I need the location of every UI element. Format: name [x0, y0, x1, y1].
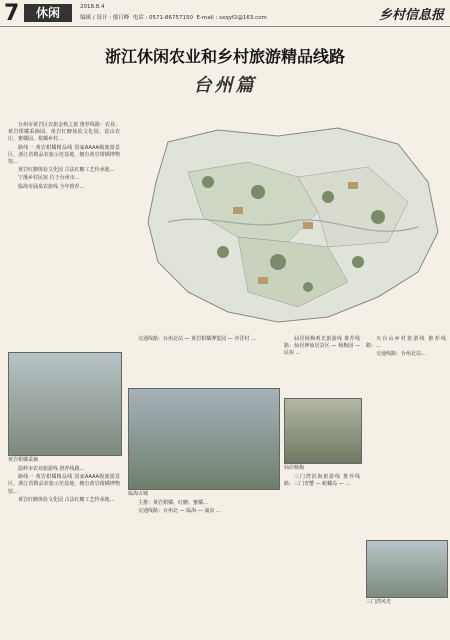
photo-4-caption: 三门湾风光: [366, 599, 392, 605]
masthead: 乡村信息报: [378, 8, 444, 23]
right-middle-text: 仙居杨梅观光旅游线 推荐线路：仙居神仙居景区 — 杨梅园 — 民宿 …: [284, 336, 360, 357]
left-column-top: 台州市黄岩区农旅金秋之旅 推荐线路：农业、黄岩柑橘采摘园、黄岩红糖体验文化园、富山农庄、蜜橘园、柑橘乡村… 路线一 黄岩柑橘精品线 国家AAAA级旅游景区，浙江省精品农旅示范基地，拥有黄岩柑橘博物馆… 黄岩红糖体验文化园 古法红糖工艺传承地… 宁溪乡村民宿 位于台州市… 临海市涌泉农旅线 全年推荐…: [8, 122, 120, 190]
photo-4: [366, 540, 448, 598]
photo-2-caption: 临海古城: [128, 491, 149, 497]
section-label: 休闲: [24, 4, 72, 22]
left-column-bottom: 温岭市农业旅游线 推荐线路… 路线一 黄岩柑橘精品线 国家AAAA级旅游景区，浙江省精品农旅示范基地，拥有黄岩柑橘博物馆… 黄岩红糖体验文化园 古法红糖工艺传承地…: [8, 466, 120, 503]
photo-3: [284, 398, 362, 464]
regional-map-illustration: [128, 122, 448, 330]
middle-column-bottom: 主推：黄岩柑橘、红糖、蜜橘… 交通线路：台州北 — 临海 — 涌泉 …: [138, 500, 221, 515]
page-number: 7: [4, 1, 20, 26]
issue-date: 2018.8.4: [80, 4, 105, 10]
page-subtitle: 台州篇: [193, 75, 257, 96]
editor-credits: 编辑 / 设计 : 郁日峰 电话 : 0571-86757150 E-mail : sxqyf2@163.com: [80, 15, 267, 21]
middle-column-top: 交通线路：台州北站 — 黄岩柑橘博览园 — 沙洋村 …: [138, 336, 256, 342]
photo-1-caption: 黄岩柑橘采摘: [8, 457, 39, 463]
right-column: 天台山乡村旅游线 推荐线路：… 交通线路：台州北站…: [366, 336, 446, 358]
photo-2: [128, 388, 280, 490]
photo-3-caption: 仙居杨梅: [284, 465, 305, 471]
page-title: 浙江休闲农业和乡村旅游精品线路: [104, 47, 345, 66]
photo-1: [8, 352, 122, 456]
page-header: [0, 0, 450, 27]
right-middle-lower: 三门湾滨海旅游线 推荐线路：三门青蟹 — 蛇蟠岛 — …: [284, 474, 360, 488]
